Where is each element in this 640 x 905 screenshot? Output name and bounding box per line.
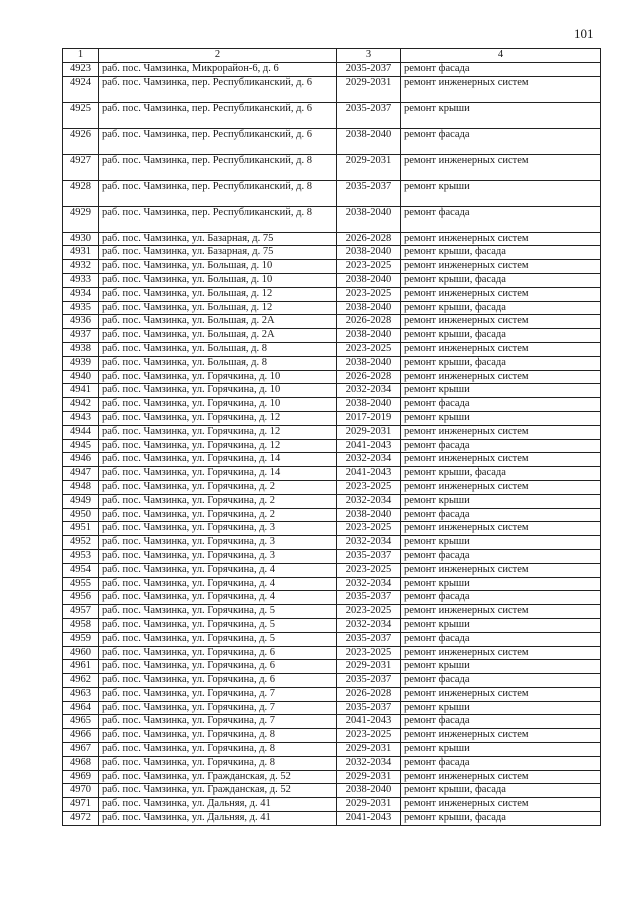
- table-row: [63, 536, 601, 550]
- row-work-type: ремонт крыши, фасада: [401, 273, 601, 287]
- row-work-type: ремонт инженерных систем: [401, 287, 601, 301]
- table-row: [63, 494, 601, 508]
- table-row: [63, 315, 601, 329]
- repair-schedule-table: [62, 48, 601, 826]
- table-row: [63, 618, 601, 632]
- row-number: 4928: [63, 180, 99, 206]
- row-work-type: ремонт крыши, фасада: [401, 329, 601, 343]
- column-header-work-type: 4: [401, 49, 601, 63]
- row-number: 4971: [63, 798, 99, 812]
- row-number: 4969: [63, 770, 99, 784]
- table-row: [63, 577, 601, 591]
- row-work-type: ремонт инженерных систем: [401, 453, 601, 467]
- table-row: [63, 770, 601, 784]
- row-address: раб. пос. Чамзинка, ул. Большая, д. 12: [99, 301, 337, 315]
- row-period: 2023-2025: [337, 522, 401, 536]
- row-address: раб. пос. Чамзинка, ул. Горячкина, д. 4: [99, 591, 337, 605]
- table-row: [63, 439, 601, 453]
- row-work-type: ремонт инженерных систем: [401, 646, 601, 660]
- row-number: 4925: [63, 102, 99, 128]
- row-address: раб. пос. Чамзинка, ул. Дальняя, д. 41: [99, 812, 337, 826]
- row-period: 2023-2025: [337, 342, 401, 356]
- row-number: 4958: [63, 618, 99, 632]
- row-work-type: ремонт фасада: [401, 632, 601, 646]
- row-address: раб. пос. Чамзинка, ул. Горячкина, д. 10: [99, 370, 337, 384]
- row-period: 2029-2031: [337, 154, 401, 180]
- row-period: 2035-2037: [337, 180, 401, 206]
- row-address: раб. пос. Чамзинка, пер. Республиканский, д. 8: [99, 180, 337, 206]
- table-row: [63, 646, 601, 660]
- row-number: 4939: [63, 356, 99, 370]
- row-period: 2038-2040: [337, 784, 401, 798]
- row-work-type: ремонт инженерных систем: [401, 770, 601, 784]
- row-number: 4952: [63, 536, 99, 550]
- row-address: раб. пос. Чамзинка, ул. Большая, д. 8: [99, 356, 337, 370]
- table-row: [63, 563, 601, 577]
- row-number: 4943: [63, 411, 99, 425]
- row-address: раб. пос. Чамзинка, ул. Горячкина, д. 14: [99, 453, 337, 467]
- row-work-type: ремонт инженерных систем: [401, 154, 601, 180]
- row-number: 4923: [63, 62, 99, 76]
- row-period: 2023-2025: [337, 563, 401, 577]
- table-row: [63, 384, 601, 398]
- row-address: раб. пос. Чамзинка, ул. Горячкина, д. 6: [99, 646, 337, 660]
- table-body: [63, 62, 601, 825]
- row-number: 4924: [63, 76, 99, 102]
- row-work-type: ремонт фасада: [401, 549, 601, 563]
- row-number: 4954: [63, 563, 99, 577]
- row-number: 4929: [63, 206, 99, 232]
- row-period: 2032-2034: [337, 536, 401, 550]
- row-work-type: ремонт инженерных систем: [401, 370, 601, 384]
- row-address: раб. пос. Чамзинка, Микрорайон-6, д. 6: [99, 62, 337, 76]
- row-work-type: ремонт фасада: [401, 756, 601, 770]
- row-number: 4940: [63, 370, 99, 384]
- row-period: 2029-2031: [337, 76, 401, 102]
- row-address: раб. пос. Чамзинка, пер. Республиканский, д. 6: [99, 102, 337, 128]
- row-number: 4933: [63, 273, 99, 287]
- row-number: 4955: [63, 577, 99, 591]
- row-number: 4946: [63, 453, 99, 467]
- table-row: [63, 522, 601, 536]
- row-address: раб. пос. Чамзинка, ул. Горячкина, д. 12: [99, 411, 337, 425]
- row-work-type: ремонт крыши: [401, 660, 601, 674]
- table-row: [63, 508, 601, 522]
- row-period: 2023-2025: [337, 729, 401, 743]
- row-number: 4934: [63, 287, 99, 301]
- row-number: 4953: [63, 549, 99, 563]
- row-work-type: ремонт крыши, фасада: [401, 784, 601, 798]
- row-number: 4930: [63, 232, 99, 246]
- row-period: 2038-2040: [337, 301, 401, 315]
- table-row: [63, 756, 601, 770]
- row-number: 4968: [63, 756, 99, 770]
- row-address: раб. пос. Чамзинка, ул. Горячкина, д. 7: [99, 701, 337, 715]
- row-number: 4947: [63, 467, 99, 481]
- row-work-type: ремонт фасада: [401, 439, 601, 453]
- row-period: 2023-2025: [337, 605, 401, 619]
- row-address: раб. пос. Чамзинка, ул. Большая, д. 2А: [99, 315, 337, 329]
- row-period: 2026-2028: [337, 370, 401, 384]
- row-number: 4945: [63, 439, 99, 453]
- row-period: 2029-2031: [337, 798, 401, 812]
- row-work-type: ремонт крыши: [401, 411, 601, 425]
- row-work-type: ремонт инженерных систем: [401, 729, 601, 743]
- table-row: [63, 356, 601, 370]
- table-row: [63, 467, 601, 481]
- table-row: [63, 674, 601, 688]
- row-period: 2035-2037: [337, 549, 401, 563]
- row-number: 4932: [63, 260, 99, 274]
- row-number: 4957: [63, 605, 99, 619]
- table-row: [63, 128, 601, 154]
- row-work-type: ремонт фасада: [401, 715, 601, 729]
- table-row: [63, 398, 601, 412]
- row-period: 2041-2043: [337, 812, 401, 826]
- row-period: 2026-2028: [337, 232, 401, 246]
- row-work-type: ремонт крыши, фасада: [401, 301, 601, 315]
- table-row: [63, 812, 601, 826]
- row-address: раб. пос. Чамзинка, ул. Горячкина, д. 12: [99, 439, 337, 453]
- row-address: раб. пос. Чамзинка, ул. Горячкина, д. 8: [99, 743, 337, 757]
- row-period: 2038-2040: [337, 206, 401, 232]
- row-address: раб. пос. Чамзинка, ул. Горячкина, д. 3: [99, 522, 337, 536]
- row-address: раб. пос. Чамзинка, ул. Горячкина, д. 2: [99, 508, 337, 522]
- row-address: раб. пос. Чамзинка, ул. Горячкина, д. 7: [99, 715, 337, 729]
- row-period: 2023-2025: [337, 646, 401, 660]
- row-period: 2035-2037: [337, 701, 401, 715]
- row-period: 2035-2037: [337, 632, 401, 646]
- row-number: 4965: [63, 715, 99, 729]
- row-address: раб. пос. Чамзинка, ул. Большая, д. 8: [99, 342, 337, 356]
- row-address: раб. пос. Чамзинка, ул. Дальняя, д. 41: [99, 798, 337, 812]
- row-number: 4942: [63, 398, 99, 412]
- table-row: [63, 453, 601, 467]
- row-address: раб. пос. Чамзинка, пер. Республиканский, д. 6: [99, 128, 337, 154]
- row-period: 2035-2037: [337, 591, 401, 605]
- table-row: [63, 729, 601, 743]
- row-period: 2032-2034: [337, 384, 401, 398]
- row-number: 4970: [63, 784, 99, 798]
- row-period: 2035-2037: [337, 674, 401, 688]
- table-row: [63, 687, 601, 701]
- row-work-type: ремонт инженерных систем: [401, 76, 601, 102]
- table-header-row: [63, 49, 601, 63]
- row-work-type: ремонт крыши: [401, 180, 601, 206]
- row-work-type: ремонт инженерных систем: [401, 798, 601, 812]
- row-address: раб. пос. Чамзинка, ул. Горячкина, д. 6: [99, 674, 337, 688]
- row-period: 2041-2043: [337, 439, 401, 453]
- table-row: [63, 246, 601, 260]
- row-work-type: ремонт фасада: [401, 591, 601, 605]
- row-period: 2017-2019: [337, 411, 401, 425]
- row-work-type: ремонт фасада: [401, 62, 601, 76]
- row-number: 4937: [63, 329, 99, 343]
- row-period: 2038-2040: [337, 508, 401, 522]
- row-number: 4956: [63, 591, 99, 605]
- table-row: [63, 605, 601, 619]
- row-address: раб. пос. Чамзинка, ул. Горячкина, д. 7: [99, 687, 337, 701]
- row-period: 2041-2043: [337, 715, 401, 729]
- row-address: раб. пос. Чамзинка, ул. Большая, д. 10: [99, 260, 337, 274]
- row-number: 4936: [63, 315, 99, 329]
- table-row: [63, 180, 601, 206]
- row-work-type: ремонт инженерных систем: [401, 605, 601, 619]
- row-period: 2023-2025: [337, 260, 401, 274]
- row-address: раб. пос. Чамзинка, ул. Большая, д. 10: [99, 273, 337, 287]
- table-row: [63, 76, 601, 102]
- row-number: 4941: [63, 384, 99, 398]
- row-period: 2035-2037: [337, 102, 401, 128]
- row-work-type: ремонт инженерных систем: [401, 563, 601, 577]
- row-work-type: ремонт фасада: [401, 398, 601, 412]
- row-number: 4950: [63, 508, 99, 522]
- row-period: 2029-2031: [337, 660, 401, 674]
- row-period: 2032-2034: [337, 577, 401, 591]
- row-address: раб. пос. Чамзинка, ул. Горячкина, д. 5: [99, 605, 337, 619]
- row-number: 4967: [63, 743, 99, 757]
- table-row: [63, 370, 601, 384]
- row-work-type: ремонт крыши, фасада: [401, 246, 601, 260]
- row-period: 2023-2025: [337, 480, 401, 494]
- row-number: 4962: [63, 674, 99, 688]
- row-work-type: ремонт фасада: [401, 508, 601, 522]
- row-address: раб. пос. Чамзинка, ул. Горячкина, д. 8: [99, 729, 337, 743]
- row-work-type: ремонт крыши: [401, 701, 601, 715]
- row-work-type: ремонт крыши: [401, 536, 601, 550]
- table-row: [63, 591, 601, 605]
- row-period: 2038-2040: [337, 246, 401, 260]
- row-period: 2023-2025: [337, 287, 401, 301]
- table-row: [63, 743, 601, 757]
- table-row: [63, 102, 601, 128]
- row-number: 4948: [63, 480, 99, 494]
- row-address: раб. пос. Чамзинка, ул. Горячкина, д. 10: [99, 384, 337, 398]
- row-period: 2029-2031: [337, 770, 401, 784]
- row-address: раб. пос. Чамзинка, ул. Горячкина, д. 2: [99, 494, 337, 508]
- column-header-number: 1: [63, 49, 99, 63]
- table-row: [63, 715, 601, 729]
- row-number: 4966: [63, 729, 99, 743]
- table-row: [63, 784, 601, 798]
- row-work-type: ремонт фасада: [401, 674, 601, 688]
- table-row: [63, 411, 601, 425]
- row-address: раб. пос. Чамзинка, ул. Горячкина, д. 8: [99, 756, 337, 770]
- row-period: 2029-2031: [337, 425, 401, 439]
- table-row: [63, 62, 601, 76]
- row-address: раб. пос. Чамзинка, ул. Базарная, д. 75: [99, 232, 337, 246]
- row-work-type: ремонт крыши: [401, 384, 601, 398]
- row-address: раб. пос. Чамзинка, пер. Республиканский, д. 8: [99, 206, 337, 232]
- row-address: раб. пос. Чамзинка, ул. Большая, д. 2А: [99, 329, 337, 343]
- row-work-type: ремонт инженерных систем: [401, 315, 601, 329]
- table-row: [63, 232, 601, 246]
- row-period: 2032-2034: [337, 453, 401, 467]
- row-number: 4938: [63, 342, 99, 356]
- table-row: [63, 425, 601, 439]
- row-address: раб. пос. Чамзинка, ул. Горячкина, д. 3: [99, 536, 337, 550]
- row-address: раб. пос. Чамзинка, ул. Горячкина, д. 3: [99, 549, 337, 563]
- row-work-type: ремонт крыши: [401, 102, 601, 128]
- row-work-type: ремонт инженерных систем: [401, 522, 601, 536]
- column-header-period: 3: [337, 49, 401, 63]
- row-work-type: ремонт крыши, фасада: [401, 467, 601, 481]
- row-address: раб. пос. Чамзинка, ул. Горячкина, д. 12: [99, 425, 337, 439]
- table-row: [63, 342, 601, 356]
- row-address: раб. пос. Чамзинка, ул. Гражданская, д. 52: [99, 784, 337, 798]
- row-number: 4964: [63, 701, 99, 715]
- row-address: раб. пос. Чамзинка, ул. Базарная, д. 75: [99, 246, 337, 260]
- row-period: 2026-2028: [337, 687, 401, 701]
- row-number: 4963: [63, 687, 99, 701]
- table-row: [63, 329, 601, 343]
- table-row: [63, 701, 601, 715]
- row-work-type: ремонт крыши: [401, 494, 601, 508]
- row-number: 4960: [63, 646, 99, 660]
- table-row: [63, 154, 601, 180]
- table-row: [63, 480, 601, 494]
- row-work-type: ремонт крыши: [401, 743, 601, 757]
- row-number: 4972: [63, 812, 99, 826]
- row-work-type: ремонт инженерных систем: [401, 260, 601, 274]
- row-address: раб. пос. Чамзинка, ул. Горячкина, д. 2: [99, 480, 337, 494]
- row-number: 4951: [63, 522, 99, 536]
- row-address: раб. пос. Чамзинка, ул. Горячкина, д. 14: [99, 467, 337, 481]
- row-address: раб. пос. Чамзинка, ул. Горячкина, д. 5: [99, 618, 337, 632]
- row-address: раб. пос. Чамзинка, ул. Большая, д. 12: [99, 287, 337, 301]
- row-number: 4926: [63, 128, 99, 154]
- table-row: [63, 301, 601, 315]
- row-address: раб. пос. Чамзинка, пер. Республиканский, д. 8: [99, 154, 337, 180]
- row-work-type: ремонт крыши: [401, 618, 601, 632]
- table-row: [63, 632, 601, 646]
- table-row: [63, 549, 601, 563]
- row-work-type: ремонт фасада: [401, 206, 601, 232]
- row-address: раб. пос. Чамзинка, ул. Горячкина, д. 4: [99, 563, 337, 577]
- row-number: 4961: [63, 660, 99, 674]
- row-work-type: ремонт инженерных систем: [401, 232, 601, 246]
- row-work-type: ремонт крыши, фасада: [401, 356, 601, 370]
- row-work-type: ремонт крыши: [401, 577, 601, 591]
- row-period: 2038-2040: [337, 128, 401, 154]
- row-number: 4927: [63, 154, 99, 180]
- row-period: 2032-2034: [337, 494, 401, 508]
- row-address: раб. пос. Чамзинка, ул. Горячкина, д. 6: [99, 660, 337, 674]
- row-period: 2035-2037: [337, 62, 401, 76]
- row-period: 2029-2031: [337, 743, 401, 757]
- row-period: 2038-2040: [337, 329, 401, 343]
- row-work-type: ремонт инженерных систем: [401, 687, 601, 701]
- row-number: 4944: [63, 425, 99, 439]
- table-row: [63, 206, 601, 232]
- row-period: 2038-2040: [337, 398, 401, 412]
- row-work-type: ремонт инженерных систем: [401, 425, 601, 439]
- row-number: 4949: [63, 494, 99, 508]
- row-period: 2026-2028: [337, 315, 401, 329]
- page-number: 101: [574, 26, 594, 41]
- row-work-type: ремонт фасада: [401, 128, 601, 154]
- table-row: [63, 798, 601, 812]
- row-address: раб. пос. Чамзинка, ул. Горячкина, д. 5: [99, 632, 337, 646]
- row-period: 2032-2034: [337, 756, 401, 770]
- table-row: [63, 273, 601, 287]
- row-period: 2032-2034: [337, 618, 401, 632]
- row-period: 2041-2043: [337, 467, 401, 481]
- column-header-address: 2: [99, 49, 337, 63]
- table-row: [63, 260, 601, 274]
- row-address: раб. пос. Чамзинка, ул. Горячкина, д. 4: [99, 577, 337, 591]
- row-work-type: ремонт инженерных систем: [401, 480, 601, 494]
- row-period: 2038-2040: [337, 273, 401, 287]
- table-row: [63, 287, 601, 301]
- row-number: 4931: [63, 246, 99, 260]
- row-work-type: ремонт инженерных систем: [401, 342, 601, 356]
- row-work-type: ремонт крыши, фасада: [401, 812, 601, 826]
- row-address: раб. пос. Чамзинка, пер. Республиканский, д. 6: [99, 76, 337, 102]
- row-address: раб. пос. Чамзинка, ул. Гражданская, д. 52: [99, 770, 337, 784]
- row-number: 4935: [63, 301, 99, 315]
- row-address: раб. пос. Чамзинка, ул. Горячкина, д. 10: [99, 398, 337, 412]
- row-period: 2038-2040: [337, 356, 401, 370]
- row-number: 4959: [63, 632, 99, 646]
- table-row: [63, 660, 601, 674]
